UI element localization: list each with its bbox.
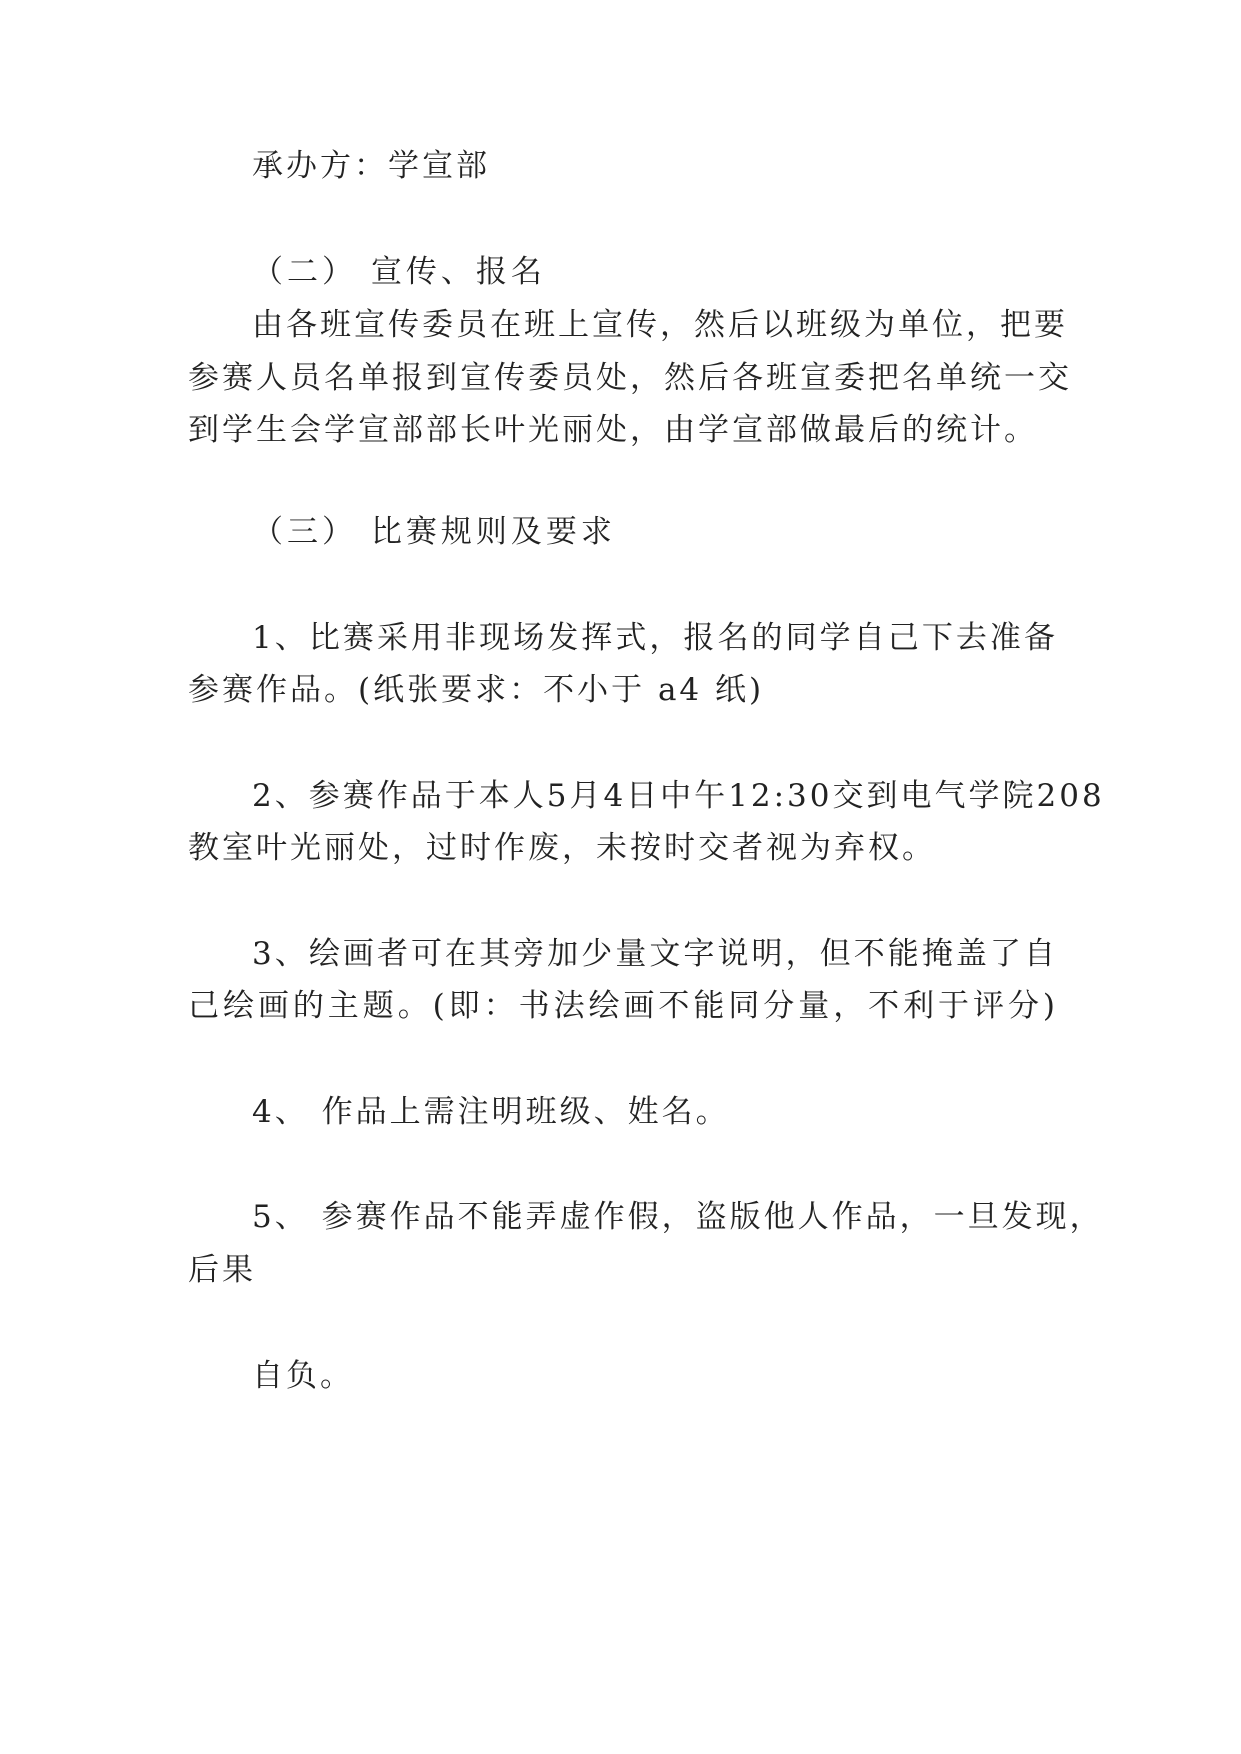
rule-2-line: 教室叶光丽处，过时作废，未按时交者视为弃权。: [188, 830, 936, 866]
section-heading-publicity: （二） 宣传、报名: [252, 254, 546, 290]
rule-1-line: 1、比赛采用非现场发挥式，报名的同学自己下去准备: [252, 620, 1058, 656]
section-heading-rules: （三） 比赛规则及要求: [252, 514, 616, 550]
rule-2-line: 2、参赛作品于本人5月4日中午12:30交到电气学院208: [252, 778, 1105, 814]
rule-3-line: 己绘画的主题。(即：书法绘画不能同分量，不利于评分): [188, 988, 1058, 1024]
rule-3-line: 3、绘画者可在其旁加少量文字说明，但不能掩盖了自: [252, 936, 1058, 972]
rule-4-line: 4、 作品上需注明班级、姓名。: [252, 1094, 730, 1130]
paragraph-line: 由各班宣传委员在班上宣传，然后以班级为单位，把要: [252, 307, 1068, 343]
organizer-line: 承办方：学宣部: [252, 148, 490, 184]
continuation-line: 自负。: [252, 1358, 354, 1394]
paragraph-line: 参赛人员名单报到宣传委员处，然后各班宣委把名单统一交: [188, 360, 1072, 396]
rule-5-line: 5、 参赛作品不能弄虚作假，盗版他人作品，一旦发现，: [252, 1199, 1104, 1235]
paragraph-line: 到学生会学宣部部长叶光丽处，由学宣部做最后的统计。: [188, 412, 1038, 448]
rule-1-line: 参赛作品。(纸张要求：不小于 a4 纸): [188, 672, 765, 708]
rule-5-line: 后果: [188, 1252, 256, 1288]
